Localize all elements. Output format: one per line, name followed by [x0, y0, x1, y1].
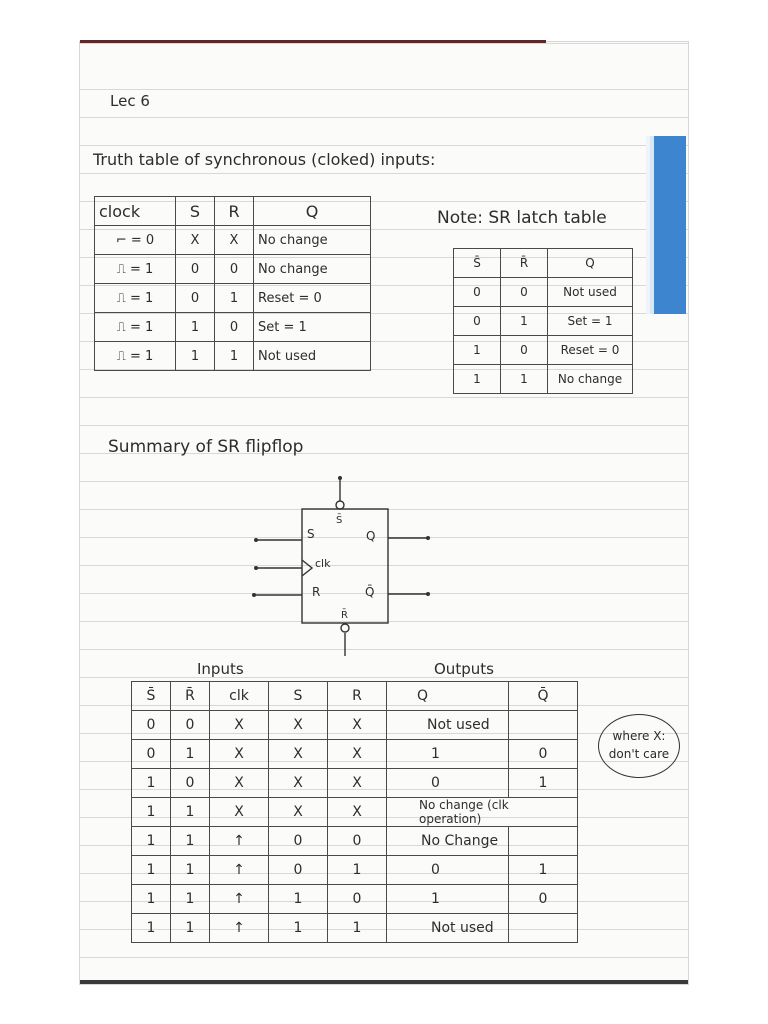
cell-s: 1: [176, 313, 215, 342]
cell-r: X: [328, 711, 387, 740]
sbar-label: S̄: [336, 515, 343, 526]
q-label: Q: [366, 529, 376, 543]
table-row: [132, 769, 578, 798]
cell-r: X: [328, 798, 387, 827]
cell-q: Reset = 0: [548, 336, 633, 365]
header-s: S: [176, 197, 215, 226]
cell-r: X: [328, 740, 387, 769]
cell-q: Not used: [387, 914, 509, 943]
header-clock: clock: [95, 197, 176, 226]
cell-sbar: 1: [454, 365, 501, 394]
cell-s: 1: [176, 342, 215, 371]
page-tab-marker: [654, 136, 686, 314]
cell-qbar: [509, 711, 578, 740]
table-row: [132, 885, 578, 914]
cell-rbar: 1: [171, 827, 210, 856]
page-bottom-edge: [80, 980, 688, 984]
cell-sbar: 1: [454, 336, 501, 365]
header-qbar: Q̄: [509, 682, 578, 711]
cell-r: 1: [328, 856, 387, 885]
cell-qbar: 1: [509, 856, 578, 885]
cell-q: Not used: [387, 711, 509, 740]
cell-rbar: 1: [171, 914, 210, 943]
cell-sbar: 1: [132, 827, 171, 856]
cell-clock: ⎍ = 1: [95, 313, 176, 342]
table-row: [132, 798, 578, 827]
cell-clock: ⎍ = 1: [95, 284, 176, 313]
cell-s: X: [176, 226, 215, 255]
terminal-dot: [426, 536, 430, 540]
cell-s: X: [269, 798, 328, 827]
terminal-dot: [252, 593, 256, 597]
sr-flipflop-diagram: [250, 474, 440, 660]
cell-clk: X: [210, 711, 269, 740]
cell-q: Not used: [254, 342, 371, 371]
s-label: S: [307, 527, 315, 541]
note-line-1: where X:: [612, 729, 666, 743]
cell-qbar: 1: [509, 769, 578, 798]
cell-clk: ↑: [210, 856, 269, 885]
header-r: R: [328, 682, 387, 711]
terminal-dot: [426, 592, 430, 596]
cell-rbar: 1: [171, 885, 210, 914]
cell-s: 1: [269, 914, 328, 943]
cell-q: 1: [387, 740, 509, 769]
terminal-dot: [254, 538, 258, 542]
cell-q: Set = 1: [254, 313, 371, 342]
table-row: [132, 827, 578, 856]
cell-r: 1: [215, 284, 254, 313]
cell-clk: X: [210, 769, 269, 798]
header-s: S: [269, 682, 328, 711]
table-row: [95, 313, 371, 342]
cell-r: 1: [328, 914, 387, 943]
cell-sbar: 1: [132, 885, 171, 914]
inputs-label: Inputs: [197, 660, 244, 678]
cell-clk: X: [210, 740, 269, 769]
cell-q: No change (clk operation): [387, 798, 578, 827]
cell-r: 0: [215, 255, 254, 284]
cell-sbar: 0: [454, 278, 501, 307]
table-row: [95, 342, 371, 371]
table-header-row: [95, 197, 371, 226]
table-row: [132, 740, 578, 769]
table-header-row: [132, 682, 578, 711]
cell-clk: ↑: [210, 885, 269, 914]
dont-care-note: [598, 714, 680, 778]
cell-q: No Change: [387, 827, 509, 856]
flipflop-summary-table: [131, 681, 578, 943]
cell-rbar: 1: [501, 365, 548, 394]
cell-clk: ↑: [210, 827, 269, 856]
terminal-dot: [254, 566, 258, 570]
cell-sbar: 1: [132, 769, 171, 798]
cell-clock: ⎍ = 1: [95, 255, 176, 284]
cell-rbar: 1: [171, 798, 210, 827]
cell-r: X: [328, 769, 387, 798]
cell-r: 0: [328, 885, 387, 914]
table-row: [454, 307, 633, 336]
cell-clock: ⌐ = 0: [95, 226, 176, 255]
latch-note: Note: SR latch table: [437, 208, 607, 228]
cell-rbar: 1: [171, 856, 210, 885]
sbar-bubble: [336, 501, 344, 509]
header-sbar: S̄: [454, 249, 501, 278]
cell-q: Set = 1: [548, 307, 633, 336]
table-row: [95, 284, 371, 313]
cell-q: No change: [254, 255, 371, 284]
cell-clock: ⎍ = 1: [95, 342, 176, 371]
header-r: R: [215, 197, 254, 226]
cell-r: X: [215, 226, 254, 255]
cell-q: No change: [548, 365, 633, 394]
cell-r: 0: [215, 313, 254, 342]
terminal-dot: [338, 476, 342, 480]
cell-rbar: 0: [501, 278, 548, 307]
header-q: Q: [254, 197, 371, 226]
cell-rbar: 1: [171, 740, 210, 769]
cell-clk: X: [210, 798, 269, 827]
table-row: [95, 255, 371, 284]
outputs-label: Outputs: [434, 660, 494, 678]
header-sbar: S̄: [132, 682, 171, 711]
rbar-bubble: [341, 624, 349, 632]
cell-s: 0: [176, 255, 215, 284]
cell-q: Not used: [548, 278, 633, 307]
table-row: [95, 226, 371, 255]
cell-qbar: 0: [509, 885, 578, 914]
cell-q: 0: [387, 769, 509, 798]
cell-s: 0: [176, 284, 215, 313]
cell-clk: ↑: [210, 914, 269, 943]
truth-table-title: Truth table of synchronous (cloked) inputs:: [93, 150, 436, 169]
cell-r: 0: [328, 827, 387, 856]
cell-rbar: 0: [171, 711, 210, 740]
clocked-truth-table: [94, 196, 371, 371]
header-q: Q: [548, 249, 633, 278]
header-q: Q: [387, 682, 509, 711]
cell-sbar: 0: [132, 711, 171, 740]
cell-sbar: 0: [132, 740, 171, 769]
cell-q: 0: [387, 856, 509, 885]
table-row: [454, 365, 633, 394]
cell-s: X: [269, 769, 328, 798]
cell-q: 1: [387, 885, 509, 914]
cell-rbar: 0: [501, 336, 548, 365]
cell-r: 1: [215, 342, 254, 371]
cell-s: 1: [269, 885, 328, 914]
cell-q: No change: [254, 226, 371, 255]
cell-sbar: 1: [132, 914, 171, 943]
cell-qbar: [509, 914, 578, 943]
cell-rbar: 1: [501, 307, 548, 336]
cell-s: X: [269, 711, 328, 740]
table-row: [454, 336, 633, 365]
table-header-row: [454, 249, 633, 278]
summary-title: Summary of SR flipflop: [108, 437, 304, 457]
cell-q: Reset = 0: [254, 284, 371, 313]
cell-s: 0: [269, 856, 328, 885]
table-row: [454, 278, 633, 307]
cell-qbar: 0: [509, 740, 578, 769]
cell-qbar: [509, 827, 578, 856]
cell-s: X: [269, 740, 328, 769]
header-clk: clk: [210, 682, 269, 711]
table-row: [132, 914, 578, 943]
clock-triangle-icon: [302, 560, 312, 576]
page-top-edge: [80, 40, 546, 43]
qbar-label: Q̄: [365, 585, 375, 599]
cell-sbar: 1: [132, 798, 171, 827]
table-row: [132, 856, 578, 885]
r-label: R: [312, 585, 321, 599]
cell-rbar: 0: [171, 769, 210, 798]
lecture-label: Lec 6: [110, 92, 150, 110]
header-rbar: R̄: [501, 249, 548, 278]
header-rbar: R̄: [171, 682, 210, 711]
note-line-2: don't care: [608, 747, 670, 761]
cell-s: 0: [269, 827, 328, 856]
table-row: [132, 711, 578, 740]
cell-sbar: 1: [132, 856, 171, 885]
cell-sbar: 0: [454, 307, 501, 336]
clk-label: clk: [315, 557, 331, 570]
rbar-label: R̄: [341, 610, 348, 621]
sr-latch-table: [453, 248, 633, 394]
